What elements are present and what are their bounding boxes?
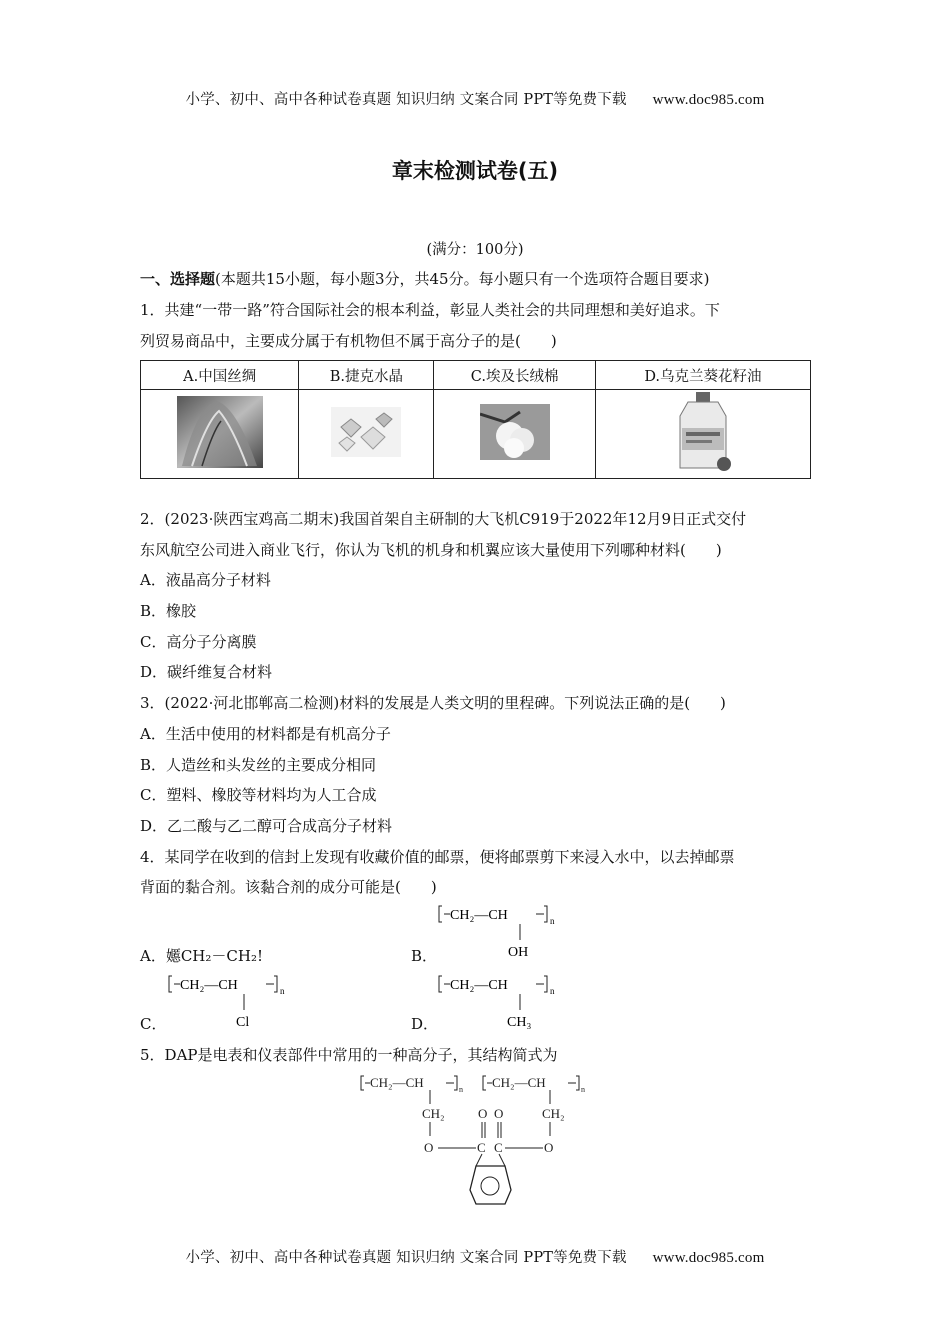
section-label: 一、选择题	[140, 270, 216, 288]
svg-text:O: O	[424, 1140, 434, 1155]
header-site[interactable]: www.doc985.com	[652, 92, 765, 108]
cotton-image	[480, 404, 550, 460]
q4-stem-line1: 4．某同学在收到的信封上发现有收藏价值的邮票，便将邮票剪下来浸入水中，以去掉邮票	[140, 848, 735, 866]
svg-text:n: n	[280, 986, 285, 996]
svg-text:O: O	[494, 1106, 504, 1121]
svg-text:CH₂—CH: CH₂—CH	[370, 1075, 424, 1090]
header-text: 小学、初中、高中各种试卷真题 知识归纳 文案合同 PPT等免费下载	[185, 92, 627, 108]
svg-text:C: C	[494, 1140, 503, 1155]
silk-image	[177, 396, 263, 468]
q1-option-c[interactable]: C.埃及长绒棉	[434, 361, 595, 390]
q1-option-a[interactable]: A.中国丝绸	[141, 361, 299, 390]
q1-option-d[interactable]: D.乌克兰葵花籽油	[595, 361, 810, 390]
q4-b-sub: OH	[508, 945, 529, 960]
svg-text:CH₂: CH₂	[542, 1106, 565, 1121]
q5-dap-structure	[358, 1070, 598, 1210]
q4-d-sub: CH₃	[507, 1015, 532, 1030]
q4-option-a[interactable]: A．嬺CH₂－CH₂!	[140, 947, 264, 965]
q3-option-a[interactable]: A．生活中使用的材料都是有机高分子	[140, 725, 391, 743]
page-footer	[0, 1246, 950, 1267]
q1-option-b[interactable]: B.捷克水晶	[299, 361, 434, 390]
q1-stem-line1: 1．共建“一带一路”符合国际社会的根本利益，彰显人类社会的共同理想和美好追求。下	[140, 301, 720, 319]
svg-text:n: n	[459, 1085, 463, 1094]
q3-option-c[interactable]: C．塑料、橡胶等材料均为人工合成	[140, 786, 377, 804]
svg-text:O: O	[544, 1140, 554, 1155]
q4-structure-c	[166, 970, 296, 1032]
q3-stem-line1: 3．(2022·河北邯郸高二检测)材料的发展是人类文明的里程碑。下列说法正确的是( )	[140, 694, 726, 712]
q4-b-main: CH₂—CH	[450, 908, 508, 923]
footer-text: 小学、初中、高中各种试卷真题 知识归纳 文案合同 PPT等免费下载	[185, 1250, 627, 1266]
q1-stem-line2: 列贸易商品中，主要成分属于有机物但不属于高分子的是( )	[140, 332, 557, 350]
q4-c-main: CH₂—CH	[180, 978, 238, 993]
svg-text:n: n	[550, 986, 555, 996]
q2-stem-line2: 东风航空公司进入商业飞行，你认为飞机的机身和机翼应该大量使用下列哪种材料( )	[140, 541, 722, 559]
page-header	[0, 88, 950, 109]
full-score: (满分：100分)	[426, 242, 524, 258]
q3-option-d[interactable]: D．乙二酸与乙二醇可合成高分子材料	[140, 817, 393, 835]
q1-options-table	[140, 360, 811, 479]
q2-option-a[interactable]: A．液晶高分子材料	[140, 571, 271, 589]
q2-option-d[interactable]: D．碳纤维复合材料	[140, 663, 273, 681]
q4-structure-d	[436, 970, 566, 1032]
q2-stem-line1: 2．(2023·陕西宝鸡高二期末)我国首架自主研制的大飞机C919于2022年12月9日正式交付	[140, 510, 747, 528]
q2-option-b[interactable]: B．橡胶	[140, 602, 197, 620]
svg-text:O: O	[478, 1106, 488, 1121]
svg-text:CH₂: CH₂	[422, 1106, 445, 1121]
q4-c-sub: Cl	[236, 1015, 250, 1030]
svg-text:n: n	[550, 916, 555, 926]
section-desc: (本题共15小题，每小题3分，共45分。每小题只有一个选项符合题目要求)	[215, 270, 710, 288]
q4-stem-line2: 背面的黏合剂。该黏合剂的成分可能是( )	[140, 878, 437, 896]
q3-option-b[interactable]: B．人造丝和头发丝的主要成分相同	[140, 756, 377, 774]
oil-image-cell	[595, 390, 810, 479]
oil-bottle-image	[674, 392, 732, 472]
q4-option-d[interactable]: D．	[411, 1015, 439, 1033]
crystal-image-cell	[299, 390, 434, 479]
q2-option-c[interactable]: C．高分子分离膜	[140, 633, 257, 651]
q4-structure-b	[436, 900, 566, 962]
svg-text:C: C	[477, 1140, 486, 1155]
footer-site[interactable]: www.doc985.com	[652, 1250, 765, 1266]
q5-stem-line1: 5．DAP是电表和仪表部件中常用的一种高分子，其结构简式为	[140, 1046, 558, 1064]
q4-option-b[interactable]: B．	[411, 947, 438, 965]
section-heading	[140, 268, 709, 289]
q4-option-c[interactable]: C．	[140, 1015, 167, 1033]
svg-text:CH₂—CH: CH₂—CH	[492, 1075, 546, 1090]
crystal-image	[331, 407, 401, 457]
silk-image-cell	[141, 390, 299, 479]
q4-d-main: CH₂—CH	[450, 978, 508, 993]
page-title: 章末检测试卷(五)	[391, 159, 559, 183]
svg-text:n: n	[581, 1085, 585, 1094]
cotton-image-cell	[434, 390, 595, 479]
